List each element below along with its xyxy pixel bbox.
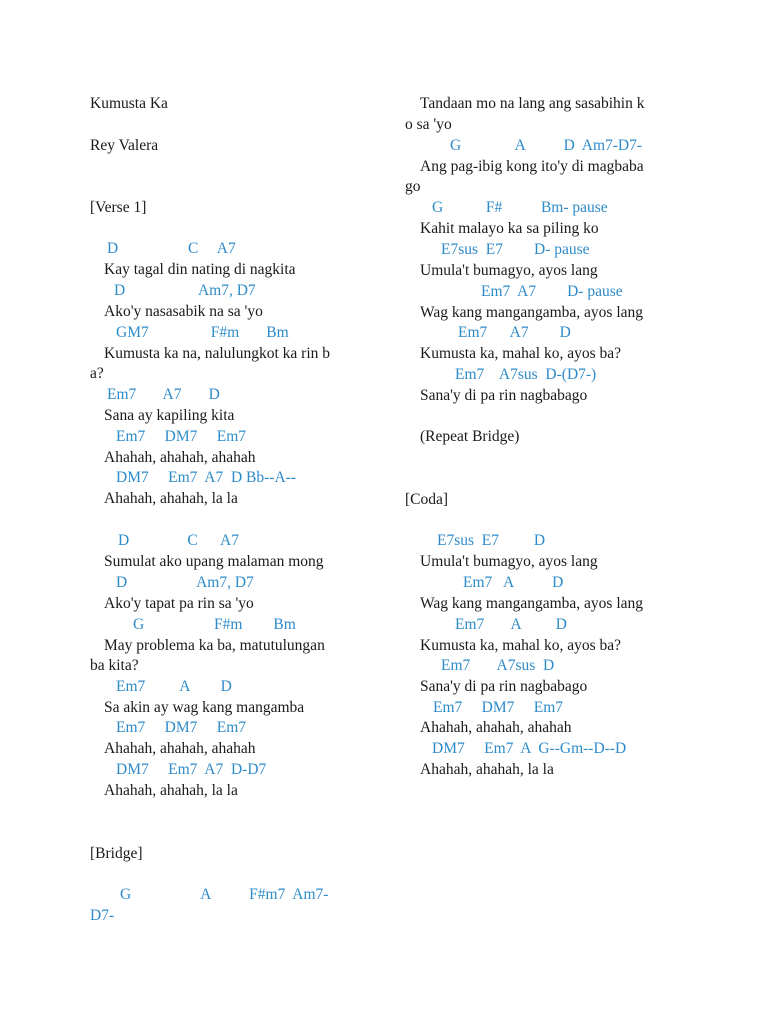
chord-line: Em7 A7 D	[107, 386, 220, 403]
lyric-line: Sa akin ay wag kang mangamba	[104, 699, 305, 716]
lyric-line: Tandaan mo na lang ang sasabihin k	[420, 95, 645, 112]
lyric-line: Wag kang mangangamba, ayos lang	[420, 304, 644, 321]
chord-line: G A F#m7 Am7-	[120, 886, 329, 903]
chord-line: DM7 Em7 A7 D-D7	[116, 761, 267, 778]
lyric-line: [Coda]	[405, 491, 449, 508]
chord-line: Em7 DM7 Em7	[433, 699, 564, 716]
lyric-line: Ahahah, ahahah, ahahah	[420, 719, 572, 736]
lyric-line: (Repeat Bridge)	[420, 428, 520, 445]
chord-line: DM7 Em7 A7 D Bb--A--	[116, 469, 296, 486]
lyric-line: Sumulat ako upang malaman mong	[104, 553, 324, 570]
lyric-line: Sana'y di pa rin nagbabago	[420, 387, 588, 404]
lyric-line: May problema ka ba, matutulungan	[104, 637, 325, 654]
chord-line: Em7 A7sus D-(D7-)	[455, 366, 597, 383]
lyric-line: Kumusta ka, mahal ko, ayos ba?	[420, 345, 622, 362]
lyric-line: go	[405, 178, 421, 195]
lyric-line: o sa 'yo	[405, 116, 452, 133]
lyric-line: Ahahah, ahahah, ahahah	[104, 740, 256, 757]
lyric-line: ba kita?	[90, 657, 139, 674]
lyric-line: Wag kang mangangamba, ayos lang	[420, 595, 644, 612]
lyric-line: Ahahah, ahahah, la la	[420, 761, 554, 778]
lyric-line: Ako'y nasasabik na sa 'yo	[104, 303, 263, 320]
lyric-line: Ang pag-ibig kong ito'y di magbaba	[420, 158, 644, 175]
lyric-line: Kahit malayo ka sa piling ko	[420, 220, 599, 237]
chord-line: Em7 A7 D- pause	[481, 283, 623, 300]
chord-line: DM7 Em7 A G--Gm--D--D	[432, 740, 627, 757]
lyric-line: [Verse 1]	[90, 199, 147, 216]
chord-line: Em7 A D	[463, 574, 564, 591]
chord-line: E7sus E7 D- pause	[441, 241, 590, 258]
lyric-line: [Bridge]	[90, 845, 143, 862]
lyric-line: Umula't bumagyo, ayos lang	[420, 553, 598, 570]
lyric-line: Umula't bumagyo, ayos lang	[420, 262, 598, 279]
lyric-line: Ako'y tapat pa rin sa 'yo	[104, 595, 254, 612]
chord-line: G F#m Bm	[133, 616, 296, 633]
lyric-line: Ahahah, ahahah, la la	[104, 490, 238, 507]
lyric-line: Sana ay kapiling kita	[104, 407, 235, 424]
chord-line: Em7 DM7 Em7	[116, 719, 247, 736]
lyric-line: Kay tagal din nating di nagkita	[104, 261, 296, 278]
lyric-line: Kumusta ka na, nalulungkot ka rin b	[104, 345, 330, 362]
chord-line: D Am7, D7	[114, 282, 256, 299]
chord-line: Em7 A7sus D	[441, 657, 555, 674]
chord-line: D C A7	[107, 240, 236, 257]
lyric-line: a?	[90, 365, 104, 382]
chord-line: Em7 A D	[455, 616, 567, 633]
lyric-line: Ahahah, ahahah, la la	[104, 782, 238, 799]
lyric-line: Rey Valera	[90, 137, 159, 154]
chord-line: GM7 F#m Bm	[116, 324, 289, 341]
lyric-line: Kumusta ka, mahal ko, ayos ba?	[420, 637, 622, 654]
lyric-line: Kumusta Ka	[90, 95, 168, 112]
chord-line: Em7 DM7 Em7	[116, 428, 247, 445]
chord-line: E7sus E7 D	[437, 532, 546, 549]
chord-line: D7-	[90, 907, 115, 924]
chord-line: D C A7	[118, 532, 239, 549]
chord-line: Em7 A D	[116, 678, 232, 695]
lyric-line: Ahahah, ahahah, ahahah	[104, 449, 256, 466]
chord-line: G A D Am7-D7-	[450, 137, 643, 154]
chord-line: Em7 A7 D	[458, 324, 571, 341]
lyric-line: Sana'y di pa rin nagbabago	[420, 678, 588, 695]
chord-line: G F# Bm- pause	[432, 199, 608, 216]
chord-line: D Am7, D7	[116, 574, 254, 591]
